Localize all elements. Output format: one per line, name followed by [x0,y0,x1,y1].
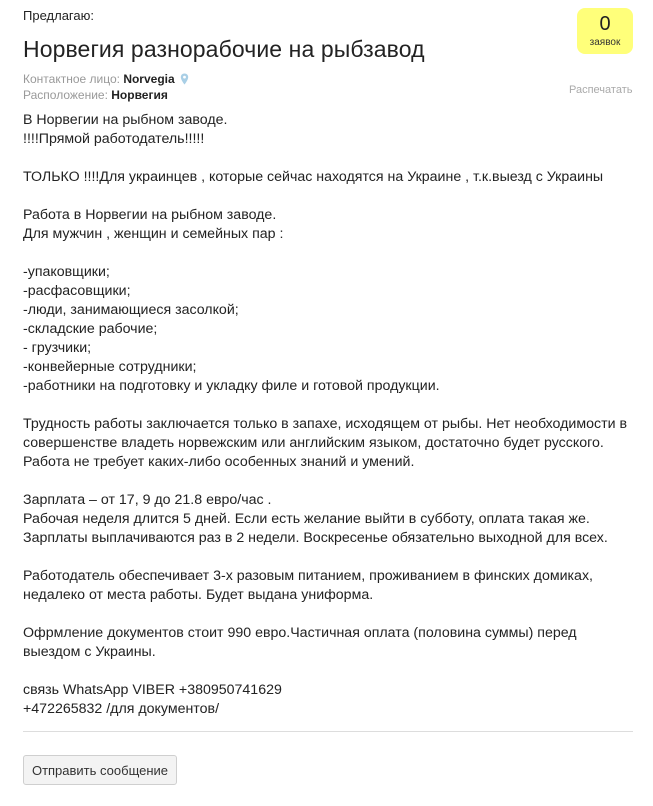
description-paragraph: Работа в Норвегии на рыбном заводе. Для мужчин , женщин и семейных пар : [23,207,284,242]
listing-meta [23,72,189,102]
contact-name: Norvegia [123,72,175,86]
description-paragraph: В Норвегии на рыбном заводе. !!!!Прямой работодатель!!!!! [23,112,228,147]
description-paragraph: ТОЛЬКО !!!!Для украинцев , которые сейчас находятся на Украине , т.к.выезд с Украины [23,169,604,185]
applications-label: заявок [589,37,621,48]
location-value: Норвегия [111,88,168,102]
send-message-button[interactable]: Отправить сообщение [23,755,177,785]
applications-count: 0 [599,13,611,35]
contact-row [23,72,189,88]
listing-description [23,111,633,719]
description-paragraph: Трудность работы заключается только в запахе, исходящем от рыбы. Нет необходимости в совершенстве владеть норвежским или английским языком, достаточно будет русского. Работа не требует каких-либо особенных знаний и умений. [23,416,631,470]
offer-type-label: Предлагаю: [23,8,94,23]
divider [23,731,633,732]
print-link[interactable]: Распечатать [569,84,633,96]
contact-label: Контактное лицо: [23,72,120,86]
location-label: Расположение: [23,88,108,102]
description-paragraph: Офрмление документов стоит 990 евро.Частичная оплата (половина суммы) перед выездом с Украины. [23,625,581,660]
description-paragraph: связь WhatsApp VIBER +380950741629 +472265832 /для документов/ [23,682,282,717]
description-paragraph: Работодатель обеспечивает 3-х разовым питанием, проживанием в финских домиках, недалеко от места работы. Будет выдана униформа. [23,568,597,603]
description-paragraph: -упаковщики; -расфасовщики; -люди, занимающиеся засолкой; -складские рабочие; - грузчики; -конвейерные сотрудники; -работники на подготовку и укладку филе и готовой продукции. [23,264,440,394]
map-pin-icon[interactable] [180,73,189,88]
location-row [23,88,189,102]
applications-count-badge [577,8,633,54]
page-title: Норвегия разнорабочие на рыбзавод [23,36,425,62]
description-paragraph: Зарплата – от 17, 9 до 21.8 евро/час . Рабочая неделя длится 5 дней. Если есть желание выйти в субботу, оплата такая же. Зарплаты выплачиваются раз в 2 недели. Воскресенье обязательно выходной для всех. [23,492,608,546]
